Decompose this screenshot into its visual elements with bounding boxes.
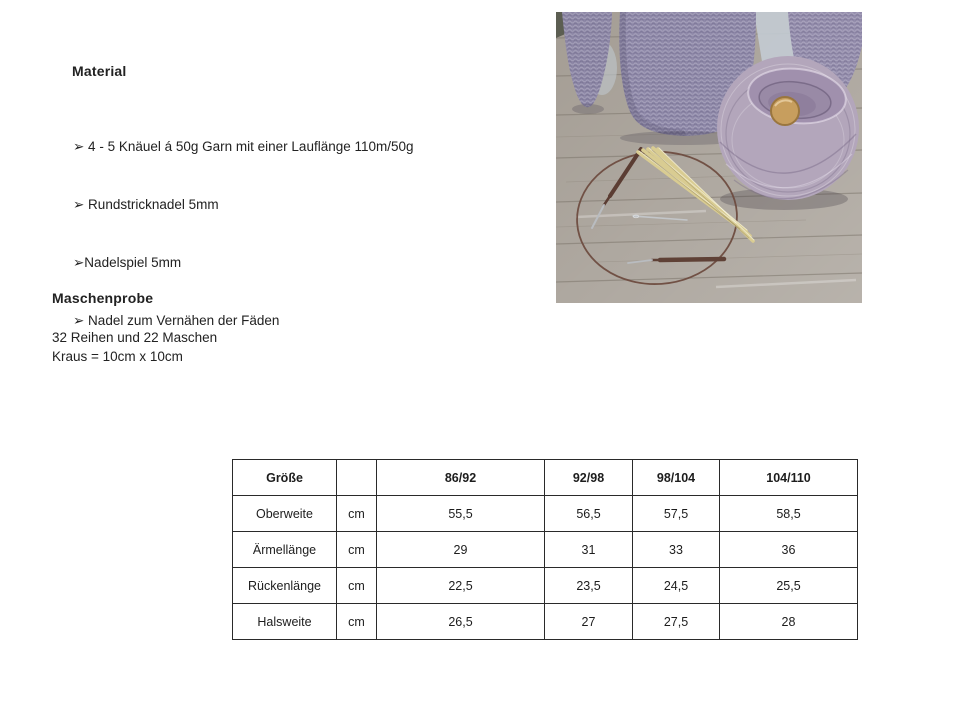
measurement-label-cell: Halsweite bbox=[233, 604, 337, 640]
value-cell: 27 bbox=[545, 604, 633, 640]
value-cell: 29 bbox=[377, 532, 545, 568]
unit-cell: cm bbox=[337, 532, 377, 568]
value-cell: 26,5 bbox=[377, 604, 545, 640]
size-table-row bbox=[233, 604, 858, 640]
material-heading: Material bbox=[72, 63, 127, 79]
material-section bbox=[72, 63, 414, 370]
size-table-header-empty-cell bbox=[337, 460, 377, 496]
size-table-header-cell: 104/110 bbox=[720, 460, 858, 496]
value-cell: 36 bbox=[720, 532, 858, 568]
size-table-row bbox=[233, 568, 858, 604]
material-item: ➢ Nadel zum Vernähen der Fäden bbox=[73, 313, 280, 329]
size-table-header-cell: 98/104 bbox=[633, 460, 720, 496]
value-cell: 55,5 bbox=[377, 496, 545, 532]
gauge-line: Kraus = 10cm x 10cm bbox=[52, 349, 183, 365]
gauge-line: 32 Reihen und 22 Maschen bbox=[52, 330, 218, 345]
unit-cell: cm bbox=[337, 604, 377, 640]
value-cell: 33 bbox=[633, 532, 720, 568]
size-table-header-row bbox=[233, 460, 858, 496]
knitting-photo-illustration bbox=[556, 12, 862, 303]
value-cell: 58,5 bbox=[720, 496, 858, 532]
size-table-row bbox=[233, 496, 858, 532]
size-table bbox=[232, 459, 858, 640]
material-item: ➢ 4 - 5 Knäuel á 50g Garn mit einer Lauflänge 110m/50g bbox=[73, 138, 414, 154]
maschenprobe-heading: Maschenprobe bbox=[52, 290, 154, 306]
knitting-materials-photo bbox=[556, 12, 862, 303]
material-item: ➢Nadelspiel 5mm bbox=[73, 255, 182, 271]
value-cell: 24,5 bbox=[633, 568, 720, 604]
value-cell: 22,5 bbox=[377, 568, 545, 604]
measurement-label-cell: Oberweite bbox=[233, 496, 337, 532]
value-cell: 23,5 bbox=[545, 568, 633, 604]
material-item: ➢ Rundstricknadel 5mm bbox=[73, 197, 219, 213]
value-cell: 56,5 bbox=[545, 496, 633, 532]
size-table-row bbox=[233, 532, 858, 568]
size-table-header-cell: 92/98 bbox=[545, 460, 633, 496]
measurement-label-cell: Ärmellänge bbox=[233, 532, 337, 568]
unit-cell: cm bbox=[337, 496, 377, 532]
value-cell: 27,5 bbox=[633, 604, 720, 640]
value-cell: 57,5 bbox=[633, 496, 720, 532]
value-cell: 25,5 bbox=[720, 568, 858, 604]
maschenprobe-text bbox=[52, 328, 217, 367]
size-table-head bbox=[233, 460, 858, 496]
size-table-header-cell: Größe bbox=[233, 460, 337, 496]
value-cell: 28 bbox=[720, 604, 858, 640]
size-table-header-cell: 86/92 bbox=[377, 460, 545, 496]
measurement-label-cell: Rückenlänge bbox=[233, 568, 337, 604]
value-cell: 31 bbox=[545, 532, 633, 568]
unit-cell: cm bbox=[337, 568, 377, 604]
size-table-body bbox=[233, 496, 858, 640]
